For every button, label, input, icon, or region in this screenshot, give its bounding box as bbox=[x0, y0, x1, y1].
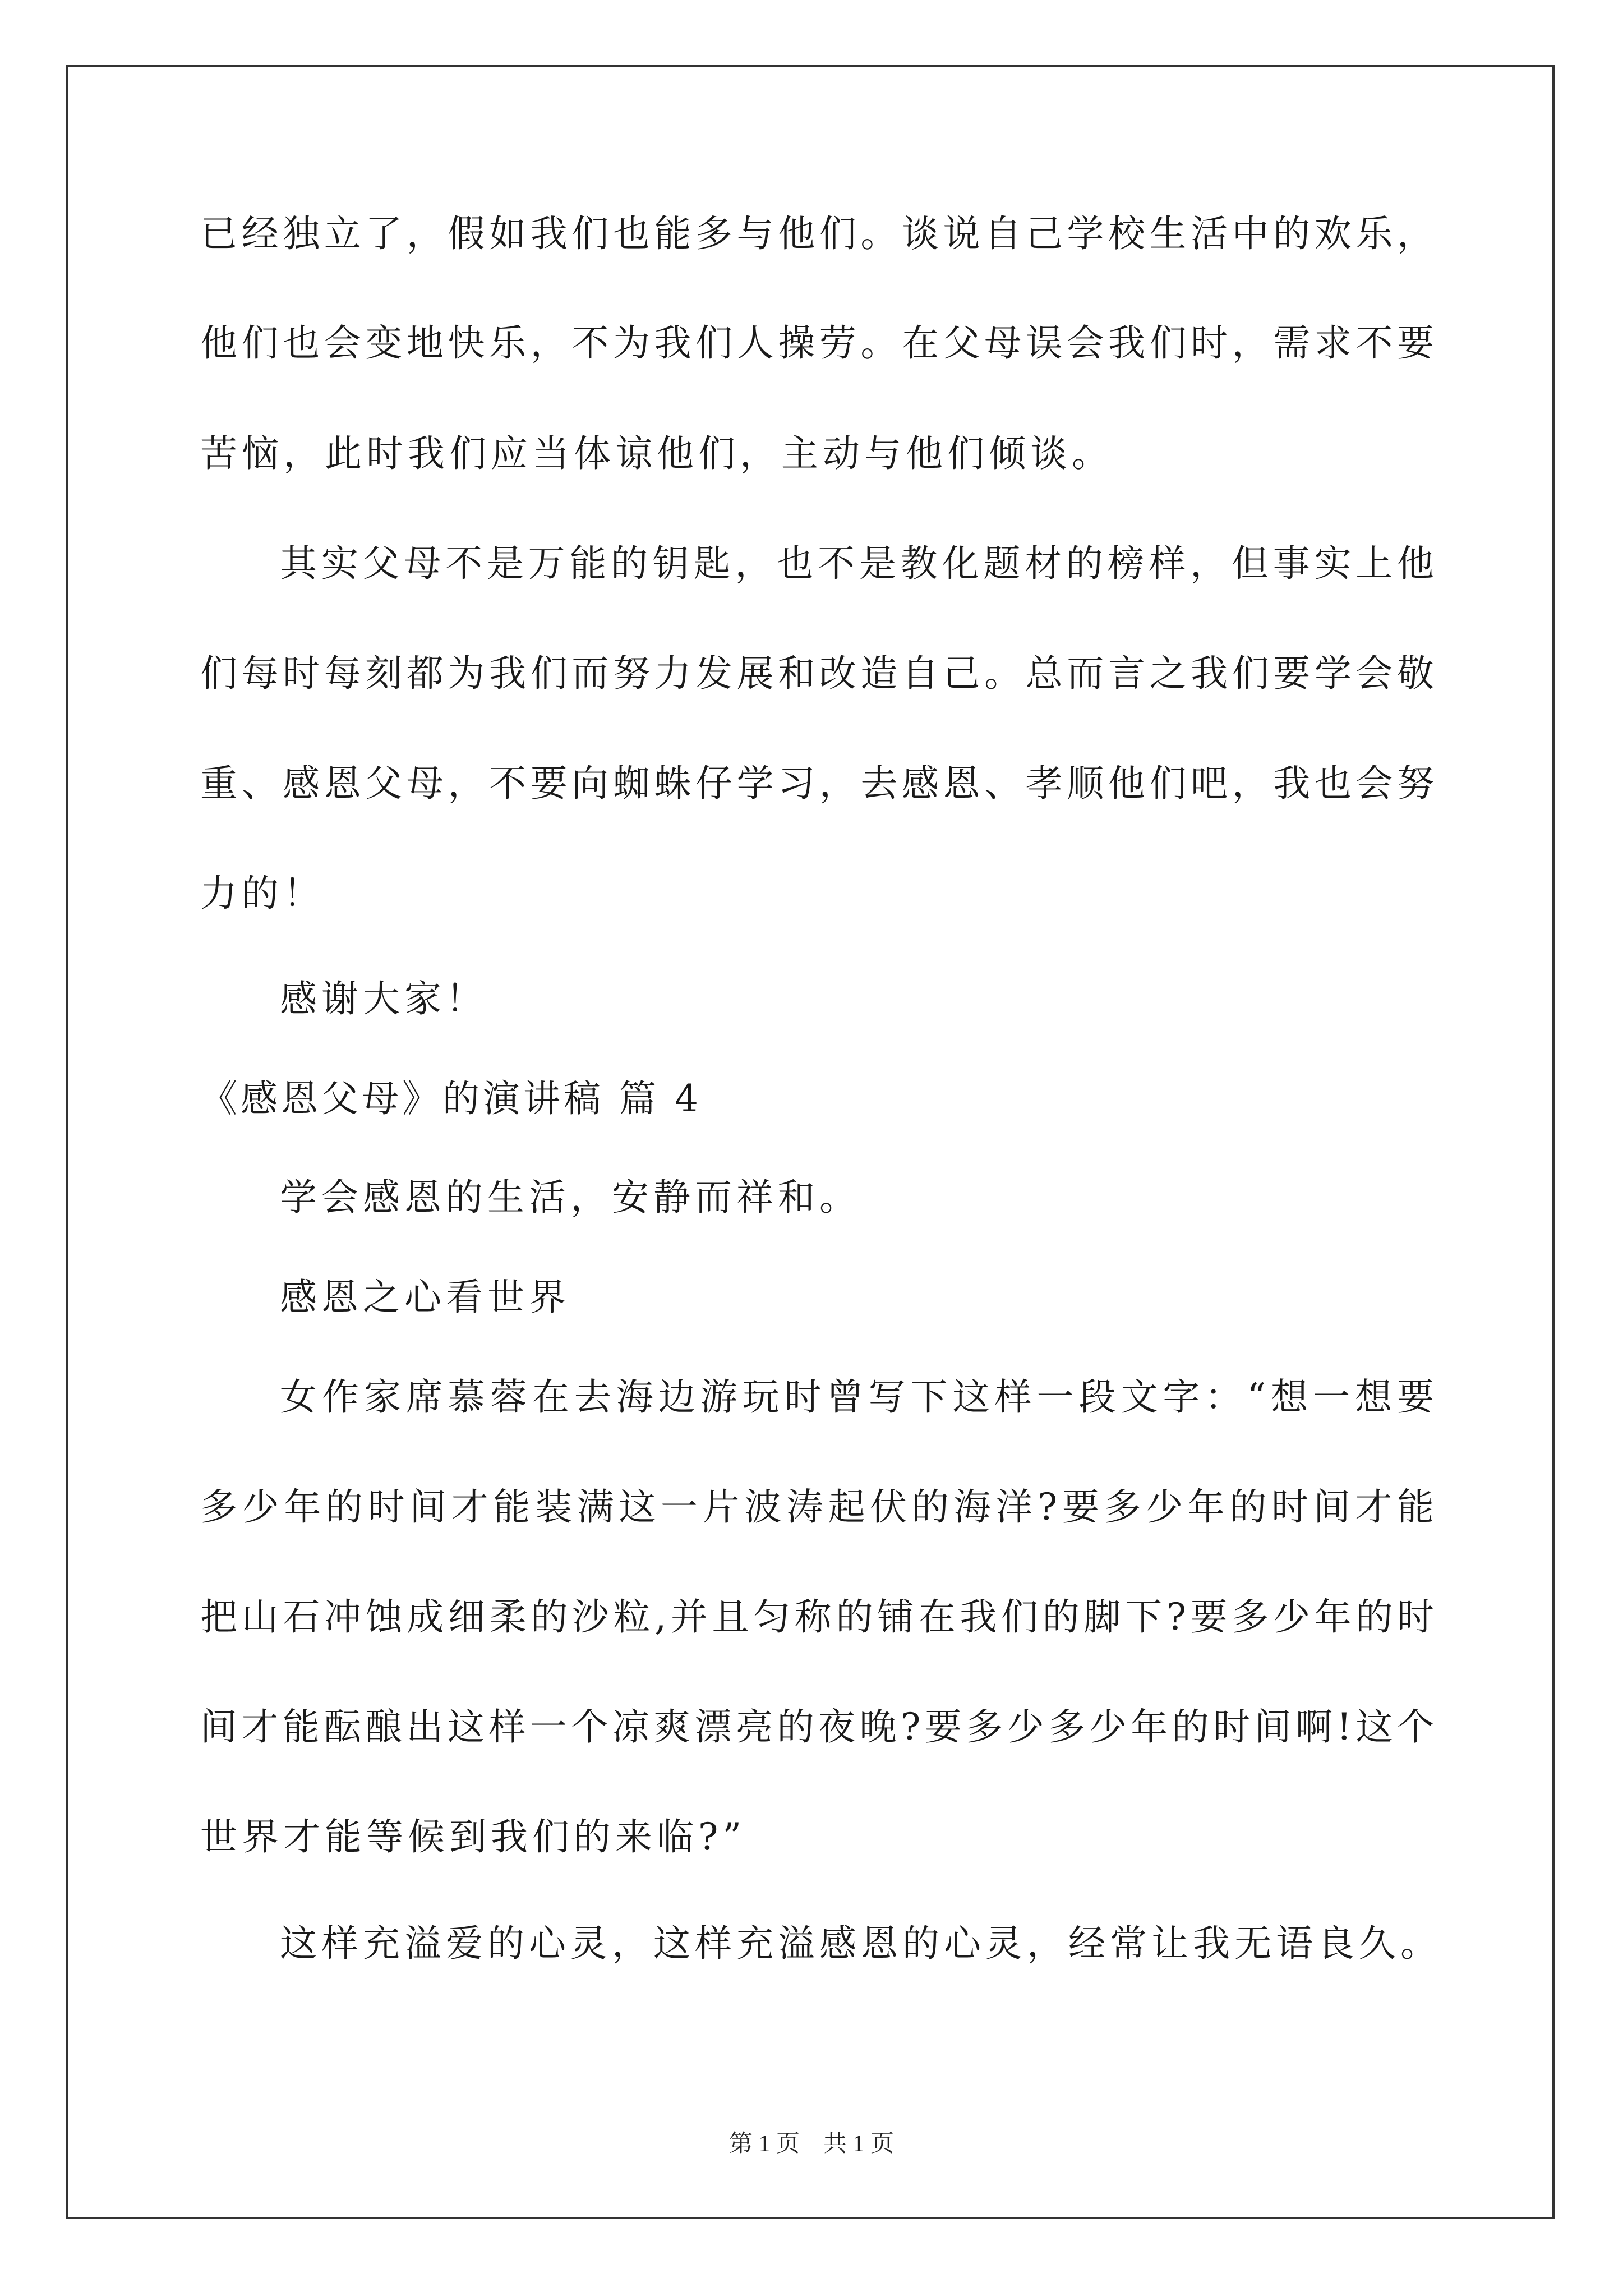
paragraph-line: 间才能酝酿出这样一个凉爽漂亮的夜晚?要多少多少年的时间啊!这个 bbox=[200, 1705, 1434, 1749]
paragraph-line: 学会感恩的生活，安静而祥和。 bbox=[280, 1176, 861, 1219]
paragraph-line: 把山石冲蚀成细柔的沙粒,并且匀称的铺在我们的脚下?要多少年的时 bbox=[200, 1595, 1434, 1639]
paragraph-line: 他们也会变地快乐，不为我们人操劳。在父母误会我们时，需求不要 bbox=[200, 321, 1434, 365]
paragraph-line: 世界才能等候到我们的来临?” bbox=[200, 1815, 746, 1858]
paragraph-line: 苦恼，此时我们应当体谅他们，主动与他们倾谈。 bbox=[200, 432, 1113, 475]
paragraph-line: 力的！ bbox=[200, 872, 325, 915]
paragraph-line: 多少年的时间才能装满这一片波涛起伏的海洋?要多少年的时间才能 bbox=[200, 1485, 1434, 1529]
section-heading: 《感恩父母》的演讲稿 篇 4 bbox=[200, 1077, 702, 1120]
paragraph-line: 其实父母不是万能的钥匙，也不是教化题材的榜样，但事实上他 bbox=[280, 542, 1434, 585]
paragraph-line: 感谢大家！ bbox=[280, 977, 487, 1020]
paragraph-line: 这样充溢爱的心灵，这样充溢感恩的心灵，经常让我无语良久。 bbox=[280, 1922, 1442, 1965]
paragraph-line: 已经独立了，假如我们也能多与他们。谈说自己学校生活中的欢乐， bbox=[200, 212, 1434, 255]
page-border bbox=[66, 65, 1555, 2219]
paragraph-line: 感恩之心看世界 bbox=[280, 1276, 570, 1319]
page-footer: 第 1 页 共 1 页 bbox=[728, 2131, 894, 2157]
paragraph-line: 重、感恩父母，不要向蜘蛛仔学习，去感恩、孝顺他们吧，我也会努 bbox=[200, 762, 1434, 805]
paragraph-line: 们每时每刻都为我们而努力发展和改造自己。总而言之我们要学会敬 bbox=[200, 652, 1434, 695]
paragraph-line: 女作家席慕蓉在去海边游玩时曾写下这样一段文字：“想一想要 bbox=[280, 1375, 1434, 1419]
